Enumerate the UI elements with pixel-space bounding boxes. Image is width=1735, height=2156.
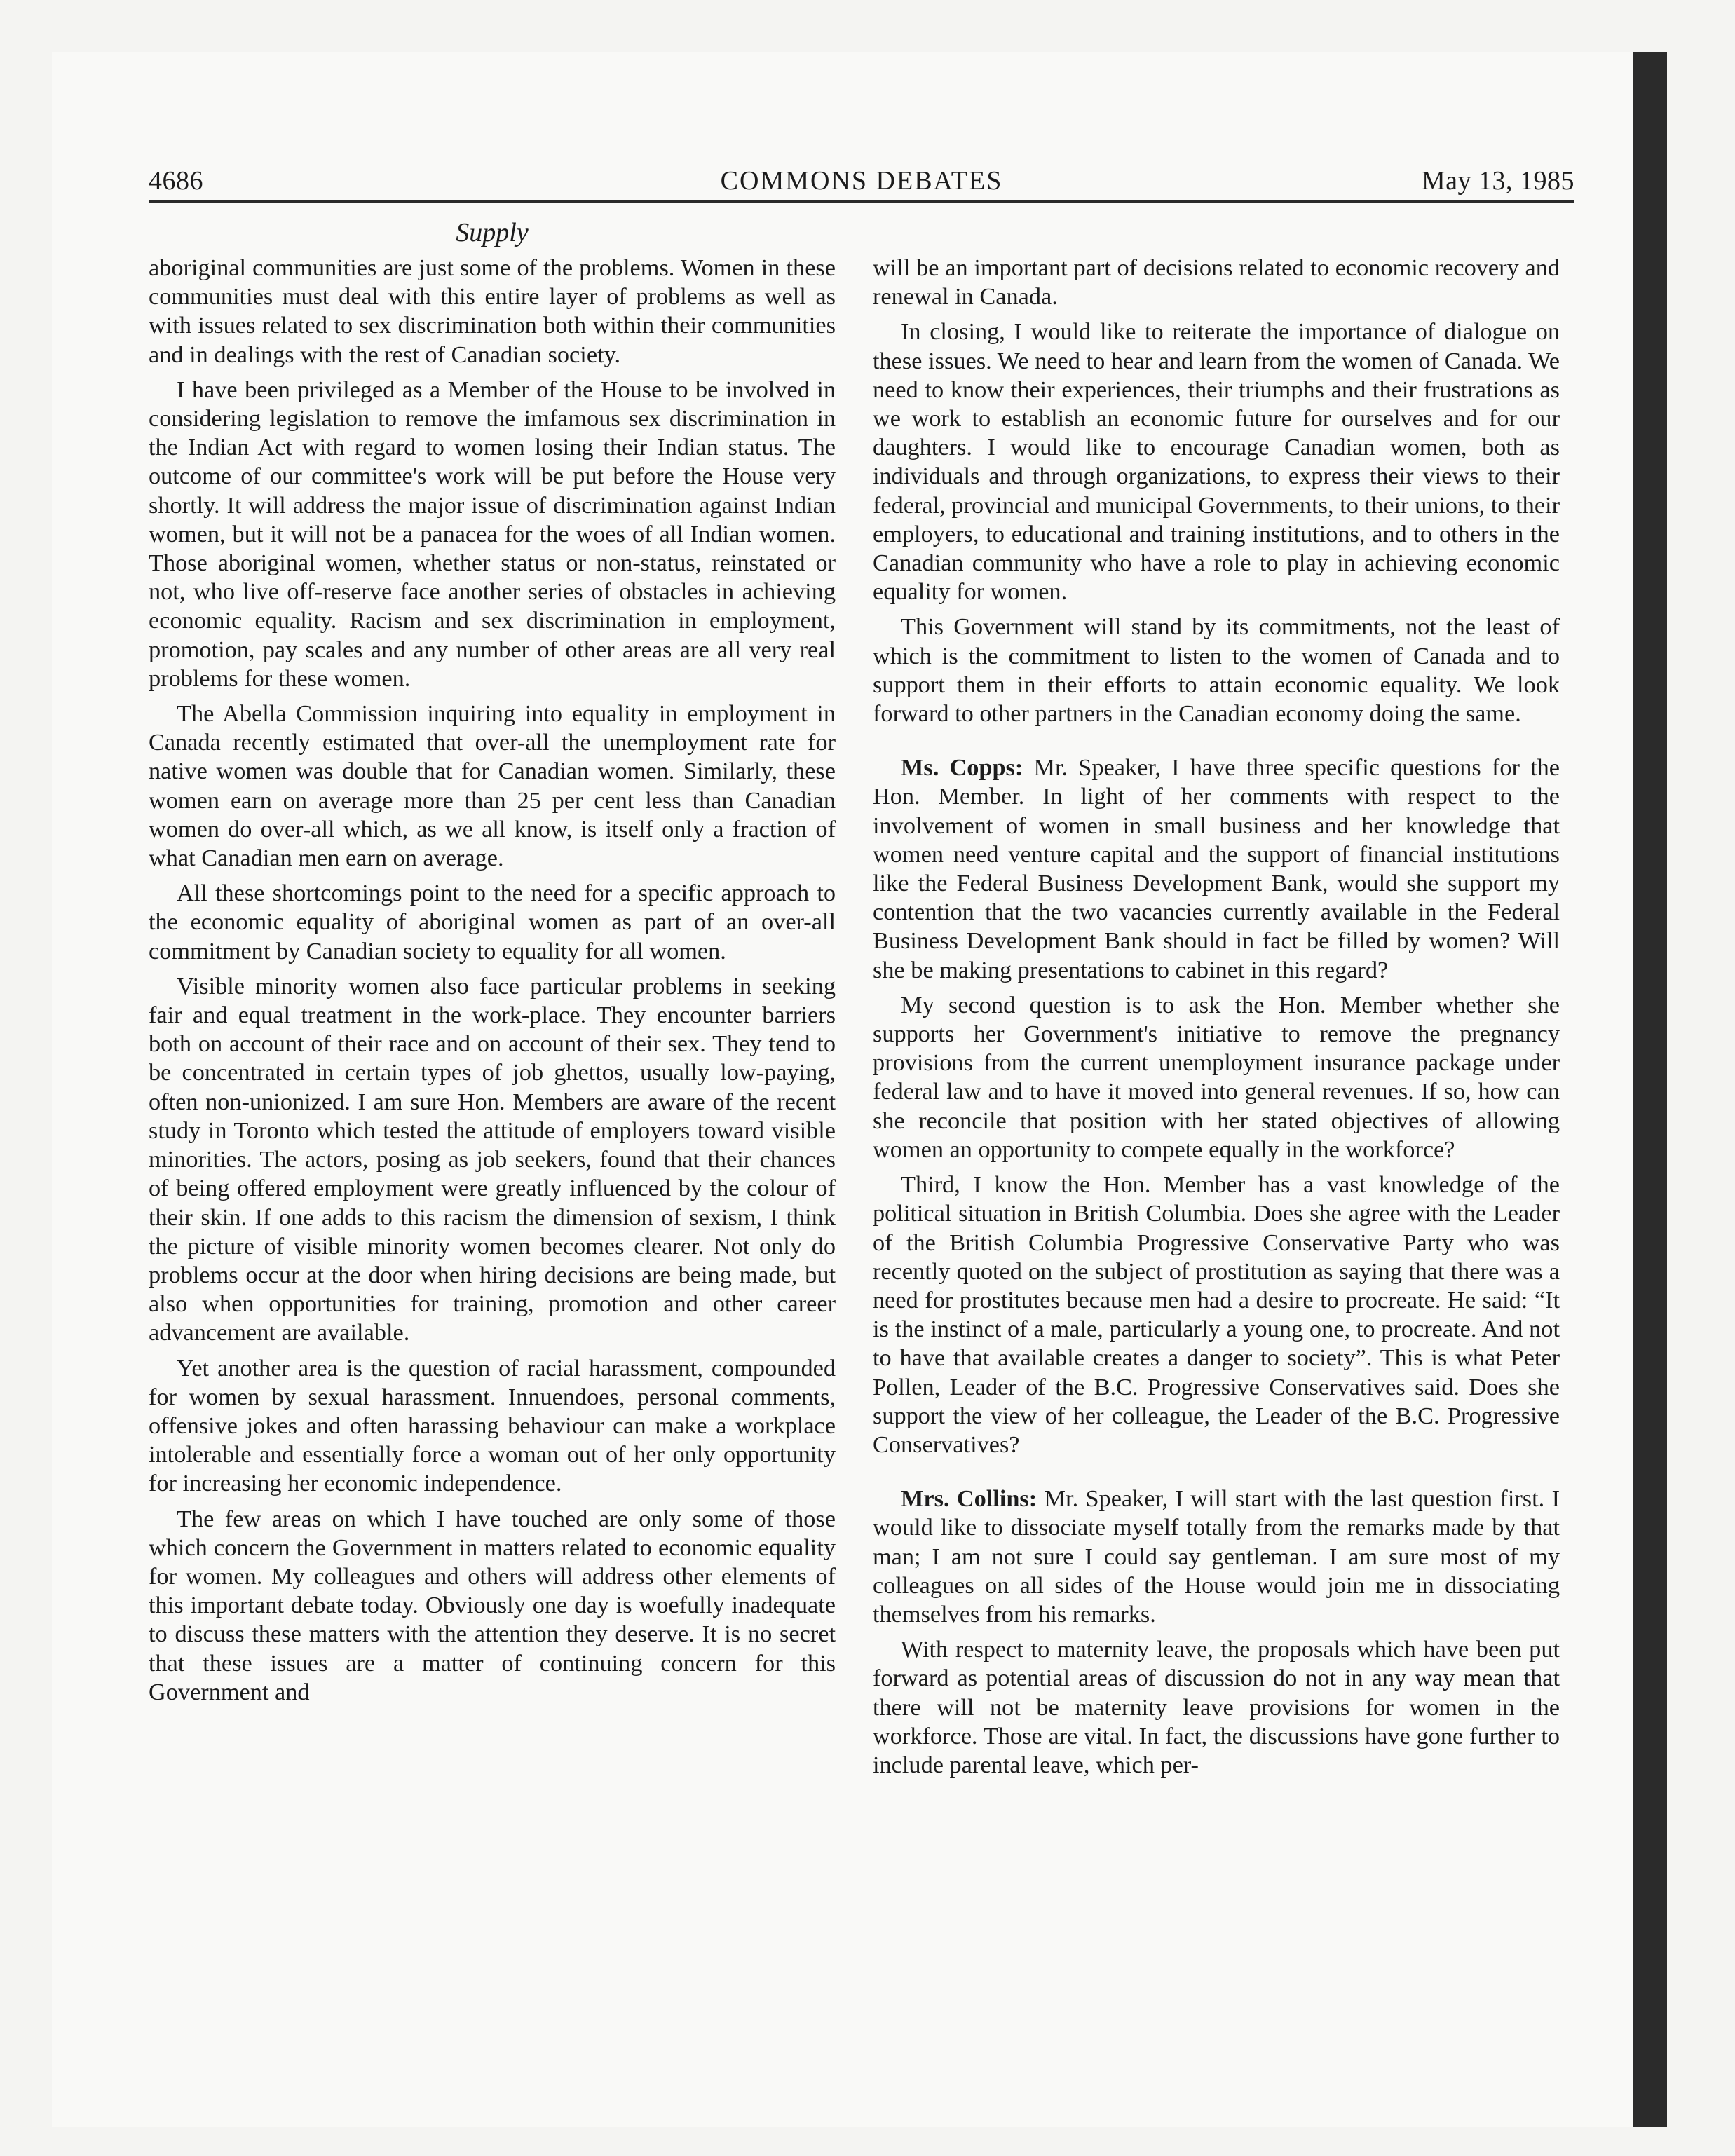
section-heading: Supply bbox=[456, 218, 529, 247]
page-date: May 13, 1985 bbox=[1421, 166, 1574, 196]
right-column bbox=[873, 254, 1560, 1786]
paragraph: Yet another area is the question of racial harassment, compounded for women by sexual harassment. Innuendoes, personal comments, offensive jokes and often harassing behaviour can make a workplace intolerable and essentially force a woman out of her only opportunity for increasing her economic independence. bbox=[149, 1354, 836, 1497]
speech-paragraph bbox=[873, 753, 1560, 985]
speech-text: Mr. Speaker, I have three specific questions for the Hon. Member. In light of her comments with respect to the involvement of women in small business and her knowledge that women need venture capital and the support of financial institutions like the Federal Business Development Bank, would she support my contention that the two vacancies currently available in the Federal Business Development Bank should in fact be filled by women? Will she be making presentations to cabinet in this regard? bbox=[873, 754, 1560, 983]
paragraph: All these shortcomings point to the need for a specific approach to the economic equality of aboriginal women as part of an over-all commitment by Canadian society to equality for all women. bbox=[149, 880, 836, 964]
speech-paragraph bbox=[873, 1485, 1560, 1629]
paragraph: I have been privileged as a Member of the House to be involved in considering legislation to remove the imfamous sex discrimination in the Indian Act with regard to women losing their Indian status. The outcome of our committee's work will be put before the House very shortly. It will address the major issue of discrimination against Indian women, but it will not be a panacea for the woes of all Indian women. Those aboriginal women, whether status or non-status, reinstated or not, who live off-reserve face another series of obstacles in achieving economic equality. Racism and sex discrimination in employment, promotion, pay scales and any number of other areas are all very real problems for these women. bbox=[149, 376, 836, 692]
paragraph: aboriginal communities are just some of the problems. Women in these communities must deal with this entire layer of problems as well as with issues related to sex discrimination both within their communities and in dealings with the rest of Canadian society. bbox=[149, 254, 836, 368]
speaker-name: Ms. Copps: bbox=[901, 754, 1023, 782]
paragraph: This Government will stand by its commitments, not the least of which is the commitment to listen to the women of Canada and to support them in their efforts to attain economic equality. We look forward to other partners in the Canadian economy doing the same. bbox=[873, 613, 1560, 728]
left-column bbox=[149, 254, 836, 1713]
speaker-name: Mrs. Collins: bbox=[901, 1485, 1037, 1513]
paragraph: My second question is to ask the Hon. Member whether she supports her Government's initiative to remove the pregnancy provisions from the current unemployment insurance package under federal law and to have it moved into general revenues. If so, how can she reconcile that position with her stated objectives of allowing women an opportunity to compete equally in the workforce? bbox=[873, 991, 1560, 1163]
page-number: 4686 bbox=[149, 166, 203, 196]
paragraph: The Abella Commission inquiring into equality in employment in Canada recently estimated that over-all the unemployment rate for native women was double that for Canadian women. Similarly, these women earn on average more than 25 per cent less than Canadian women do over-all which, as we all know, is itself only a fraction of what Canadian men earn on average. bbox=[149, 700, 836, 872]
paragraph: In closing, I would like to reiterate the importance of dialogue on these issues. We need to hear and learn from the women of Canada. We need to know their experiences, their triumphs and their frustrations as we work to establish an economic future for ourselves and for our daughters. I would like to encourage Canadian women, both as individuals and through organizations, to express their views to their federal, provincial and municipal Governments, to their unions, to their employers, to educational and training institutions, and to others in the Canadian community who have a role to play in achieving economic equality for women. bbox=[873, 318, 1560, 606]
paragraph: Visible minority women also face particular problems in seeking fair and equal treatment in the work-place. They encounter barriers both on account of their race and on account of their sex. They tend to be concentrated in certain types of job ghettos, usually low-paying, often non-unionized. I am sure Hon. Members are aware of the recent study in Toronto which tested the attitude of employers toward visible minorities. The actors, posing as job seekers, found that their chances of being offered employment were greatly influenced by the colour of their skin. If one adds to this racism the dimension of sexism, I think the picture of visible minority women becomes clearer. Not only do problems occur at the door when hiring decisions are being made, but also when opportunities for training, promotion and other career advancement are available. bbox=[149, 972, 836, 1346]
page-header bbox=[149, 158, 1574, 202]
paragraph: will be an important part of decisions related to economic recovery and renewal in Canada. bbox=[873, 254, 1560, 311]
header-rule bbox=[149, 200, 1574, 203]
publication-title: COMMONS DEBATES bbox=[720, 166, 1003, 196]
scan-edge-shadow bbox=[1633, 52, 1667, 2127]
paragraph: Third, I know the Hon. Member has a vast knowledge of the political situation in British Columbia. Does she agree with the Leader of the British Columbia Progressive Conservative Party who was recently quoted on the subject of prostitution as saying that there was a need for prostitutes because men had a desire to procreate. He said: “It is the instinct of a male, particularly a young one, to procreate. And not to have that available creates a danger to society”. This is what Peter Pollen, Leader of the B.C. Progressive Conservatives said. Does she support the view of her colleague, the Leader of the B.C. Progressive Conservatives? bbox=[873, 1171, 1560, 1458]
speech-text: Mr. Speaker, I will start with the last question first. I would like to dissociate myself totally from the remarks made by that man; I am not sure I could say gentleman. I am sure most of my colleagues on all sides of the House would join me in dissociating themselves from his remarks. bbox=[873, 1485, 1560, 1628]
paragraph: With respect to maternity leave, the proposals which have been put forward as potential areas of discussion do not in any way mean that there will not be maternity leave provisions for women in the workforce. Those are vital. In fact, the discussions have gone further to include parental leave, which per- bbox=[873, 1636, 1560, 1778]
paragraph: The few areas on which I have touched are only some of those which concern the Government in matters related to economic equality for women. My colleagues and others will address other elements of this important debate today. Obviously one day is woefully inadequate to discuss these matters with the attention they deserve. It is no secret that these issues are a matter of continuing concern for this Government and bbox=[149, 1505, 836, 1705]
